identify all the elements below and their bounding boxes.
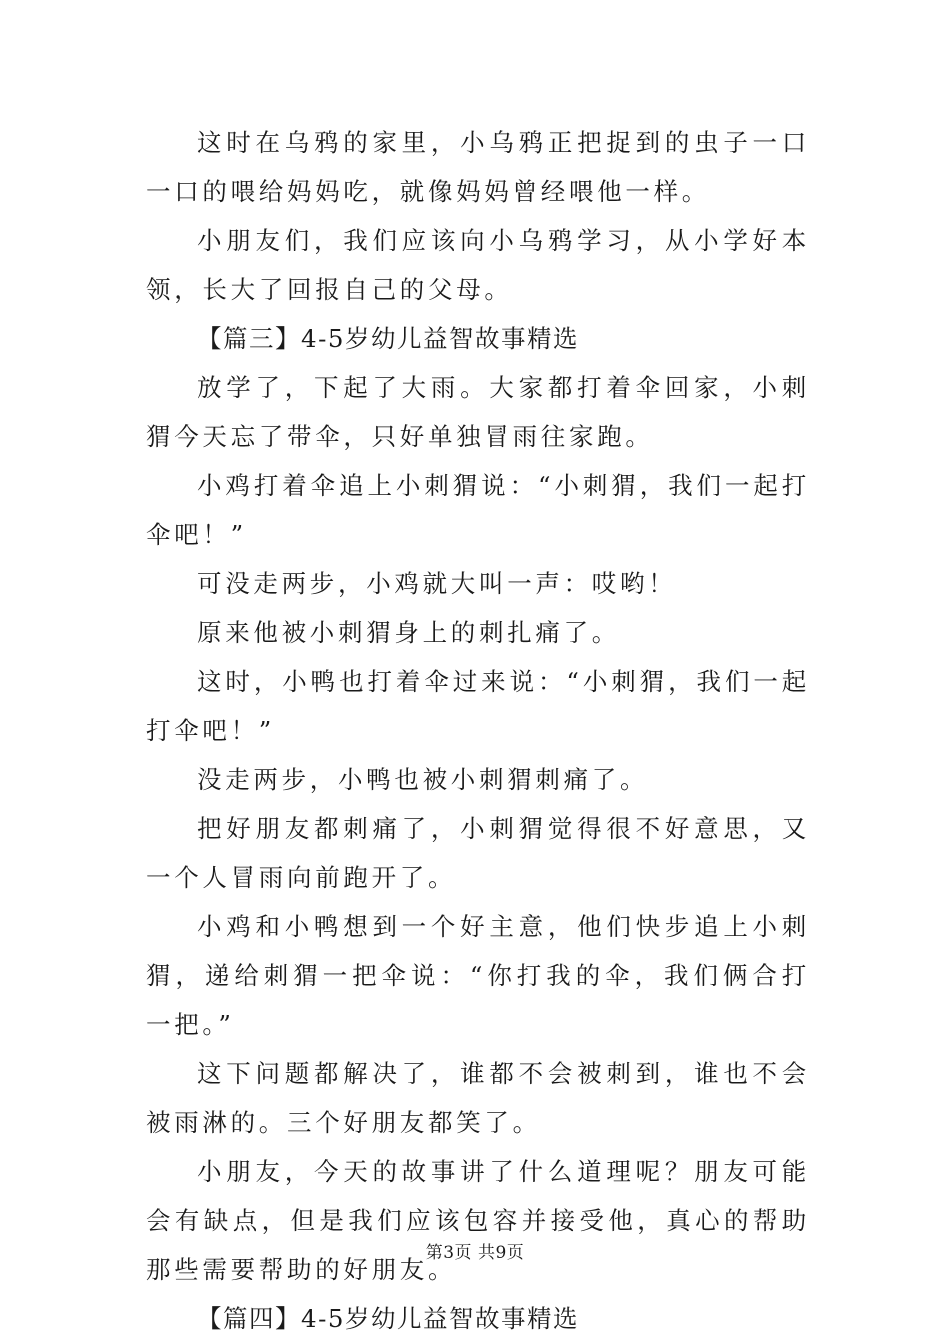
document-body xyxy=(146,118,810,1343)
paragraph: 可没走两步，小鸡就大叫一声：哎哟！ xyxy=(197,569,677,598)
paragraph: 小鸡打着伞追上小刺猬说：“小刺猬，我们一起打伞吧！” xyxy=(146,471,810,549)
paragraph: 把好朋友都刺痛了，小刺猬觉得很不好意思，又一个人冒雨向前跑开了。 xyxy=(146,814,810,892)
paragraph: 放学了，下起了大雨。大家都打着伞回家，小刺猬今天忘了带伞，只好单独冒雨往家跑。 xyxy=(146,373,810,451)
section-heading: 【篇三】4-5岁幼儿益智故事精选 xyxy=(197,324,579,353)
paragraph: 这时在乌鸦的家里，小乌鸦正把捉到的虫子一口一口的喂给妈妈吃，就像妈妈曾经喂他一样。 xyxy=(146,128,810,206)
paragraph: 小朋友们，我们应该向小乌鸦学习，从小学好本领，长大了回报自己的父母。 xyxy=(146,226,810,304)
paragraph: 原来他被小刺猬身上的刺扎痛了。 xyxy=(197,618,620,647)
paragraph: 小朋友，今天的故事讲了什么道理呢？朋友可能会有缺点，但是我们应该包容并接受他，真心的帮助那些需要帮助的好朋友。 xyxy=(146,1157,810,1284)
paragraph: 小鸡和小鸭想到一个好主意，他们快步追上小刺猬，递给刺猬一把伞说：“你打我的伞，我们俩合打一把。” xyxy=(146,912,810,1039)
paragraph: 这时，小鸭也打着伞过来说：“小刺猬，我们一起打伞吧！” xyxy=(146,667,810,745)
paragraph: 没走两步，小鸭也被小刺猬刺痛了。 xyxy=(197,765,649,794)
section-heading: 【篇四】4-5岁幼儿益智故事精选 xyxy=(197,1304,579,1333)
page-number-footer: 第3页 共9页 xyxy=(425,1243,525,1263)
paragraph: 这下问题都解决了，谁都不会被刺到，谁也不会被雨淋的。三个好朋友都笑了。 xyxy=(146,1059,810,1137)
